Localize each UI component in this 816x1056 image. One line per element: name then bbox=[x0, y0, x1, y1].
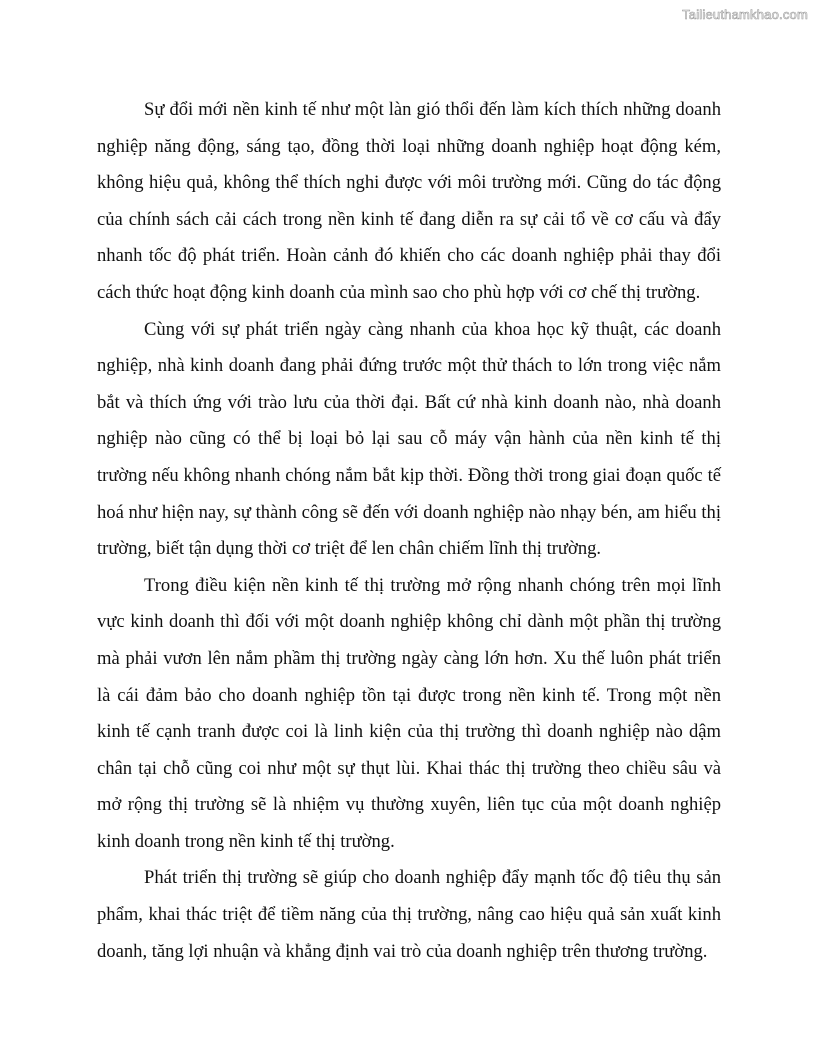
paragraph-4: Phát triển thị trường sẽ giúp cho doanh nghiệp đẩy mạnh tốc độ tiêu thụ sản phẩm, khai thác triệt để tiềm năng của thị trường, nâng cao hiệu quả sản xuất kinh doanh, tăng lợi nhuận và khẳng định vai trò của doanh nghiệp trên thương trường. bbox=[97, 867, 721, 962]
paragraph-1: Sự đổi mới nền kinh tế như một làn gió thổi đến làm kích thích những doanh nghiệp năng động, sáng tạo, đồng thời loại những doanh nghiệp hoạt động kém, không hiệu quả, không thể thích nghi được với môi trường mới. Cũng do tác động của chính sách cải cách trong nền kinh tế đang diễn ra sự cải tổ về cơ cấu và đẩy nhanh tốc độ phát triển. Hoàn cảnh đó khiến cho các doanh nghiệp phải thay đổi cách thức hoạt động kinh doanh của mình sao cho phù hợp với cơ chế thị trường. bbox=[97, 99, 721, 303]
paragraph-3: Trong điều kiện nền kinh tế thị trường mở rộng nhanh chóng trên mọi lĩnh vực kinh doanh thì đối với một doanh nghiệp không chỉ dành một phần thị trường mà phải vươn lên nắm phầm thị trường ngày càng lớn hơn. Xu thế luôn phát triển là cái đảm bảo cho doanh nghiệp tồn tại được trong nền kinh tế. Trong một nền kinh tế cạnh tranh được coi là linh kiện của thị trường thì doanh nghiệp nào dậm chân tại chỗ cũng coi như một sự thụt lùi. Khai thác thị trường theo chiều sâu và mở rộng thị trường sẽ là nhiệm vụ thường xuyên, liên tục của một doanh nghiệp kinh doanh trong nền kinh tế thị trường. bbox=[97, 574, 721, 852]
watermark: Tailieuthamkhao.com bbox=[682, 7, 808, 22]
paragraph-2: Cùng với sự phát triển ngày càng nhanh của khoa học kỹ thuật, các doanh nghiệp, nhà kinh doanh đang phải đứng trước một thử thách to lớn trong việc nắm bắt và thích ứng với trào lưu của thời đại. Bất cứ nhà kinh doanh nào, nhà doanh nghiệp nào cũng có thể bị loại bỏ lại sau cỗ máy vận hành của nền kinh tế thị trường nếu không nhanh chóng nắm bắt kịp thời. Đồng thời trong giai đoạn quốc tế hoá như hiện nay, sự thành công sẽ đến với doanh nghiệp nào nhạy bén, am hiểu thị trường, biết tận dụng thời cơ triệt để len chân chiếm lĩnh thị trường. bbox=[97, 318, 721, 560]
document-body bbox=[97, 92, 721, 970]
